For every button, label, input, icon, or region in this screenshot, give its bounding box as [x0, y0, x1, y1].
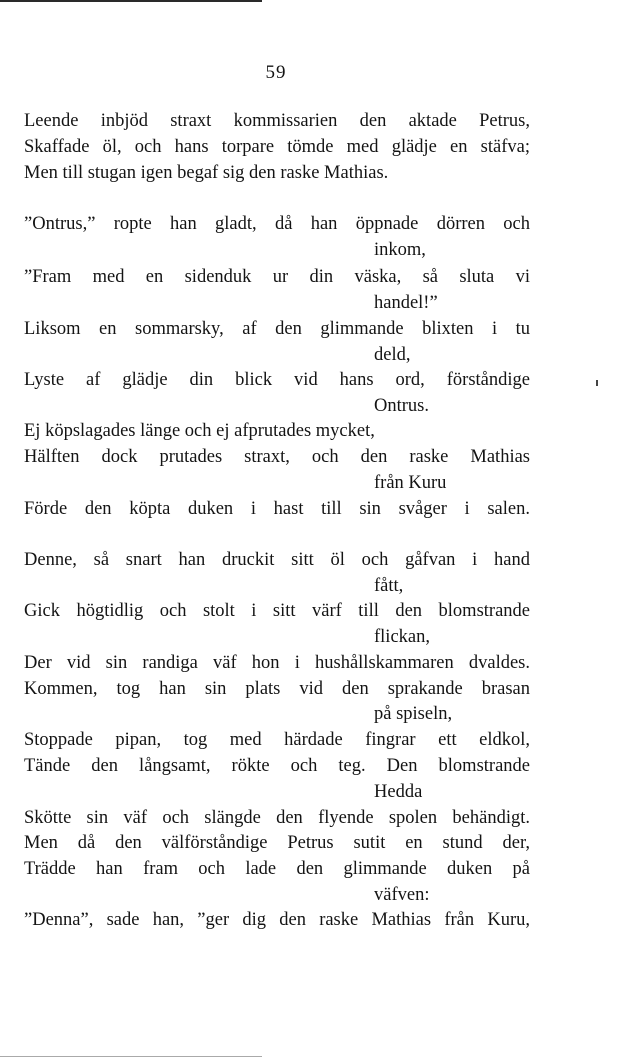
- poem-line-continuation: från Kuru: [374, 473, 447, 493]
- poem-line: Liksom en sommarsky, af den glimmande blixten i tu: [24, 319, 530, 339]
- poem-line: ”Fram med en sidenduk ur din väska, så sluta vi: [24, 267, 530, 287]
- poem-line-continuation: väfven:: [374, 885, 430, 905]
- poem-line: Men till stugan igen begaf sig den raske Mathias.: [24, 163, 389, 183]
- poem-line: Gick högtidlig och stolt i sitt värf till den blomstrande: [24, 601, 530, 621]
- poem-line-continuation: deld,: [374, 345, 411, 365]
- poem-line: Hälften dock prutades straxt, och den raske Mathias: [24, 447, 530, 467]
- poem-line-continuation: flickan,: [374, 627, 430, 647]
- poem-line-continuation: Ontrus.: [374, 396, 429, 416]
- page-number: 59: [265, 62, 287, 83]
- poem-line: ”Ontrus,” ropte han gladt, då han öppnade dörren och: [24, 214, 530, 234]
- paper-speck: [596, 380, 598, 386]
- poem-line: Men då den välförståndige Petrus sutit en stund der,: [24, 833, 530, 853]
- poem-line: Kommen, tog han sin plats vid den sprakande brasan: [24, 679, 530, 699]
- poem-line: Ej köpslagades länge och ej afprutades mycket,: [24, 421, 375, 441]
- bottom-rule: [0, 1056, 262, 1057]
- poem-line: Denne, så snart han druckit sitt öl och gåfvan i hand: [24, 550, 530, 570]
- poem-line: Lyste af glädje din blick vid hans ord, förståndige: [24, 370, 530, 390]
- poem-line: ”Denna”, sade han, ”ger dig den raske Mathias från Kuru,: [24, 910, 530, 930]
- poem-line: Tände den långsamt, rökte och teg. Den blomstrande: [24, 756, 530, 776]
- poem-line: Leende inbjöd straxt kommissarien den aktade Petrus,: [24, 111, 530, 131]
- top-rule: [0, 0, 262, 2]
- poem-line-continuation: fått,: [374, 576, 404, 596]
- poem-line: Trädde han fram och lade den glimmande duken på: [24, 859, 530, 879]
- poem-line: Stoppade pipan, tog med härdade fingrar ett eldkol,: [24, 730, 530, 750]
- poem-line-continuation: inkom,: [374, 240, 426, 260]
- poem-line-continuation: Hedda: [374, 782, 423, 802]
- poem-line: Der vid sin randiga väf hon i hushållskammaren dvaldes.: [24, 653, 530, 673]
- poem-line: Skaffade öl, och hans torpare tömde med glädje en stäfva;: [24, 137, 530, 157]
- poem-line-continuation: på spiseln,: [374, 704, 453, 724]
- poem-line: Förde den köpta duken i hast till sin svåger i salen.: [24, 499, 530, 519]
- poem-line: Skötte sin väf och slängde den flyende spolen behändigt.: [24, 808, 530, 828]
- poem-line-continuation: handel!”: [374, 293, 438, 313]
